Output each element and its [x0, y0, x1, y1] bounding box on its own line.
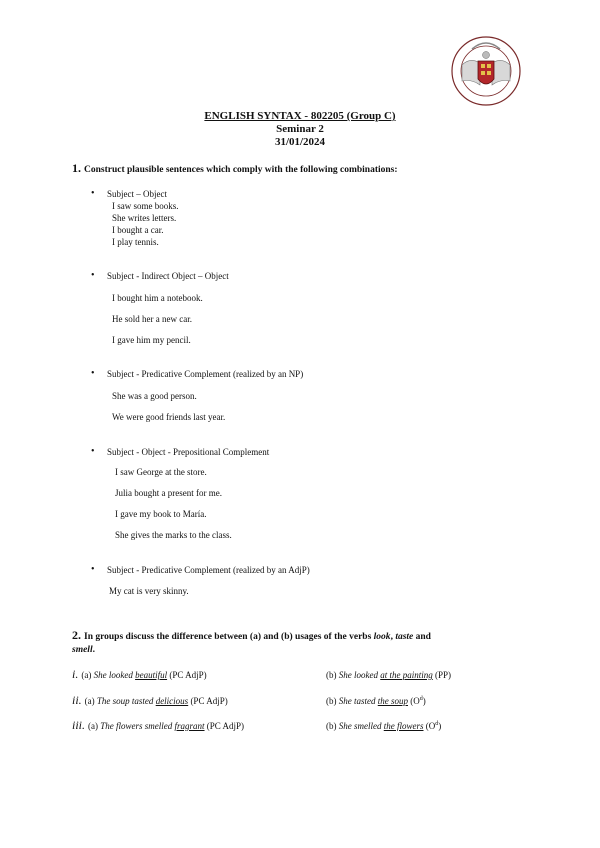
- group-label: • Subject - Object - Prepositional Complement: [91, 446, 270, 457]
- bullet-icon: •: [91, 188, 95, 199]
- sentence: He sold her a new car.: [112, 314, 192, 324]
- sentence: She writes letters.: [112, 213, 177, 223]
- section1-heading-text: Construct plausible sentences which comply with the following combinations:: [84, 165, 398, 175]
- sentence: I saw some books.: [112, 201, 179, 211]
- group-label: • Subject - Predicative Complement (realized by an AdjP): [91, 564, 310, 575]
- sentence: I saw George at the store.: [115, 467, 207, 477]
- sentence: I play tennis.: [112, 237, 159, 247]
- example-b: (b) She smelled the flowers $(O^d)$: [326, 721, 442, 731]
- bullet-icon: •: [91, 368, 95, 379]
- date: 31/01/2024: [274, 136, 326, 148]
- group-label: • Subject - Predicative Complement (realized by an NP): [91, 368, 304, 379]
- example-b: (b) She tasted the soup $(O^d)$: [326, 696, 426, 706]
- sentence: Julia bought a present for me.: [115, 488, 222, 498]
- example-a: i. (a) She looked beautiful (PC AdjP): [72, 667, 207, 681]
- sentence: My cat is very skinny.: [109, 586, 189, 596]
- university-seal-icon: [450, 35, 522, 107]
- sentence: I gave my book to María.: [115, 509, 207, 519]
- bullet-icon: •: [91, 446, 95, 457]
- example-a: iii. (a) The flowers smelled fragrant (PC AdjP): [72, 718, 245, 732]
- sentence: She was a good person.: [112, 391, 197, 401]
- sentence: We were good friends last year.: [112, 412, 226, 422]
- bullet-icon: •: [91, 564, 95, 575]
- example-b: (b) She looked at the painting (PP): [326, 670, 451, 680]
- sentence: I bought him a notebook.: [112, 293, 203, 303]
- section1-heading: [72, 161, 398, 176]
- section2-heading: 2. In groups discuss the difference between (a) and (b) usages of the verbs look, taste and smell.: [72, 628, 431, 655]
- group-label: • Subject – Object: [91, 188, 167, 199]
- document-title: ENGLISH SYNTAX - 802205 (Group C): [204, 110, 396, 122]
- sentence: I bought a car.: [112, 225, 164, 235]
- sentence: She gives the marks to the class.: [115, 530, 232, 540]
- sentence: I gave him my pencil.: [112, 335, 191, 345]
- group-label: • Subject - Indirect Object – Object: [91, 270, 229, 281]
- section2-number: 2.: [72, 628, 81, 642]
- bullet-icon: •: [91, 270, 95, 281]
- section1-number: 1.: [72, 161, 81, 175]
- seminar-label: Seminar 2: [276, 123, 324, 135]
- example-a: ii. (a) The soup tasted delicious (PC AdjP): [72, 693, 228, 707]
